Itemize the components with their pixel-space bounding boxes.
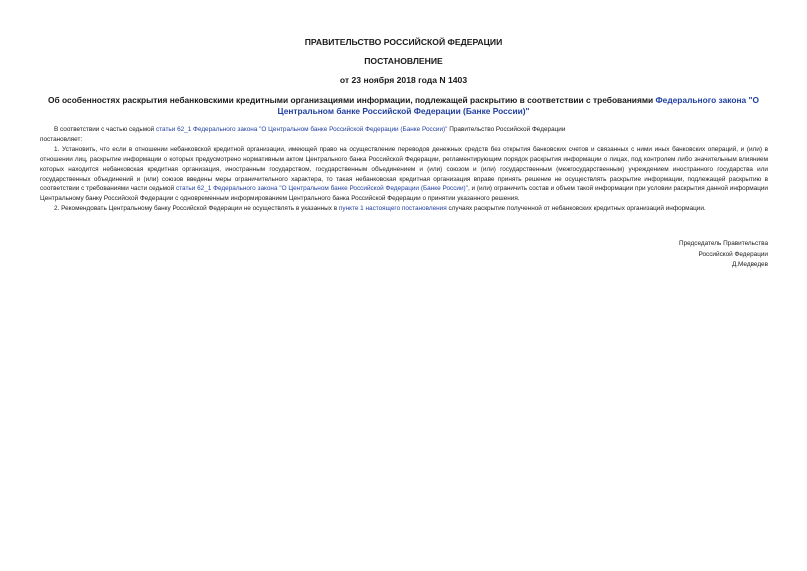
document-body [40, 125, 768, 214]
preamble-text-after: Правительство Российской Федерации [447, 126, 566, 133]
preamble-text-before: В соответствии с частью седьмой [54, 126, 156, 133]
document-type-heading: ПОСТАНОВЛЕНИЕ [364, 56, 443, 66]
item-1-paragraph [40, 145, 768, 204]
signature-name: Д.Медведев [731, 261, 768, 268]
federal-law-link[interactable]: Федерального закона "О Центральном банке Российской Федерации (Банке России)" [277, 95, 759, 117]
item-1-text-after: , и (или) ограничить состав и объем такой информации при условии раскрытия данной информации Центральному банку Российской Федерации с одновременным информированием Центрального банка Российской Федерации о принятии указанного решения. [40, 185, 768, 203]
preamble-paragraph [40, 125, 768, 135]
title-text: Об особенностях раскрытия небанковскими кредитными организациями информации, подлежащей раскрытию в соответствии с требованиями [48, 95, 656, 105]
item-2-text-after: случаях раскрытие полученной от небанковских кредитных организаций информации. [446, 205, 706, 213]
government-heading: ПРАВИТЕЛЬСТВО РОССИЙСКОЙ ФЕДЕРАЦИИ [304, 37, 503, 47]
item-1-text-before: 1. Установить, что если в отношении небанковской кредитной организации, имеющей право на осуществление переводов денежных средств без открытия банковских счетов и связанных с ними иных банковских операций, и (или) в отношении лиц, раскрытие информации о которых предусмотрено нормативным актом Центрального банка Российской Федерации, регламентирующим порядок раскрытия информации о лицах, под контролем либо значительным влиянием которых находится небанковская кредитная организация, иностранным государством, государственным объединением и (или) союзом и (или) государственным (межгосударственным) учреждением иностранного государства или государственных объединений и (или) союзов введены меры ограничительного характера, то такая небанковская кредитная организация вправе принять решение не осуществлять раскрытие информации, подлежащей раскрытию в соответствии с требованиями части седьмой [40, 145, 768, 193]
decree-word: постановляет: [40, 135, 83, 143]
item-2-paragraph [40, 204, 768, 214]
signature-block [560, 239, 768, 271]
date-number-heading: от 23 ноября 2018 года N 1403 [339, 75, 468, 85]
preamble-article-link[interactable]: статьи 62_1 Федерального закона "О Центральном банке Российской Федерации (Банке России)" [156, 126, 448, 133]
item-2-paragraph-link[interactable]: пункте 1 настоящего постановления [338, 205, 447, 213]
item-2-text-before: 2. Рекомендовать Центральному банку Российской Федерации не осуществлять в указанных в [54, 205, 339, 213]
signature-title-line2: Российской Федерации [698, 250, 768, 258]
signature-title-line1: Председатель Правительства [679, 240, 768, 247]
item-1-article-link[interactable]: статьи 62_1 Федерального закона "О Центральном банке Российской Федерации (Банке России)" [176, 185, 468, 193]
document-title [40, 95, 767, 117]
